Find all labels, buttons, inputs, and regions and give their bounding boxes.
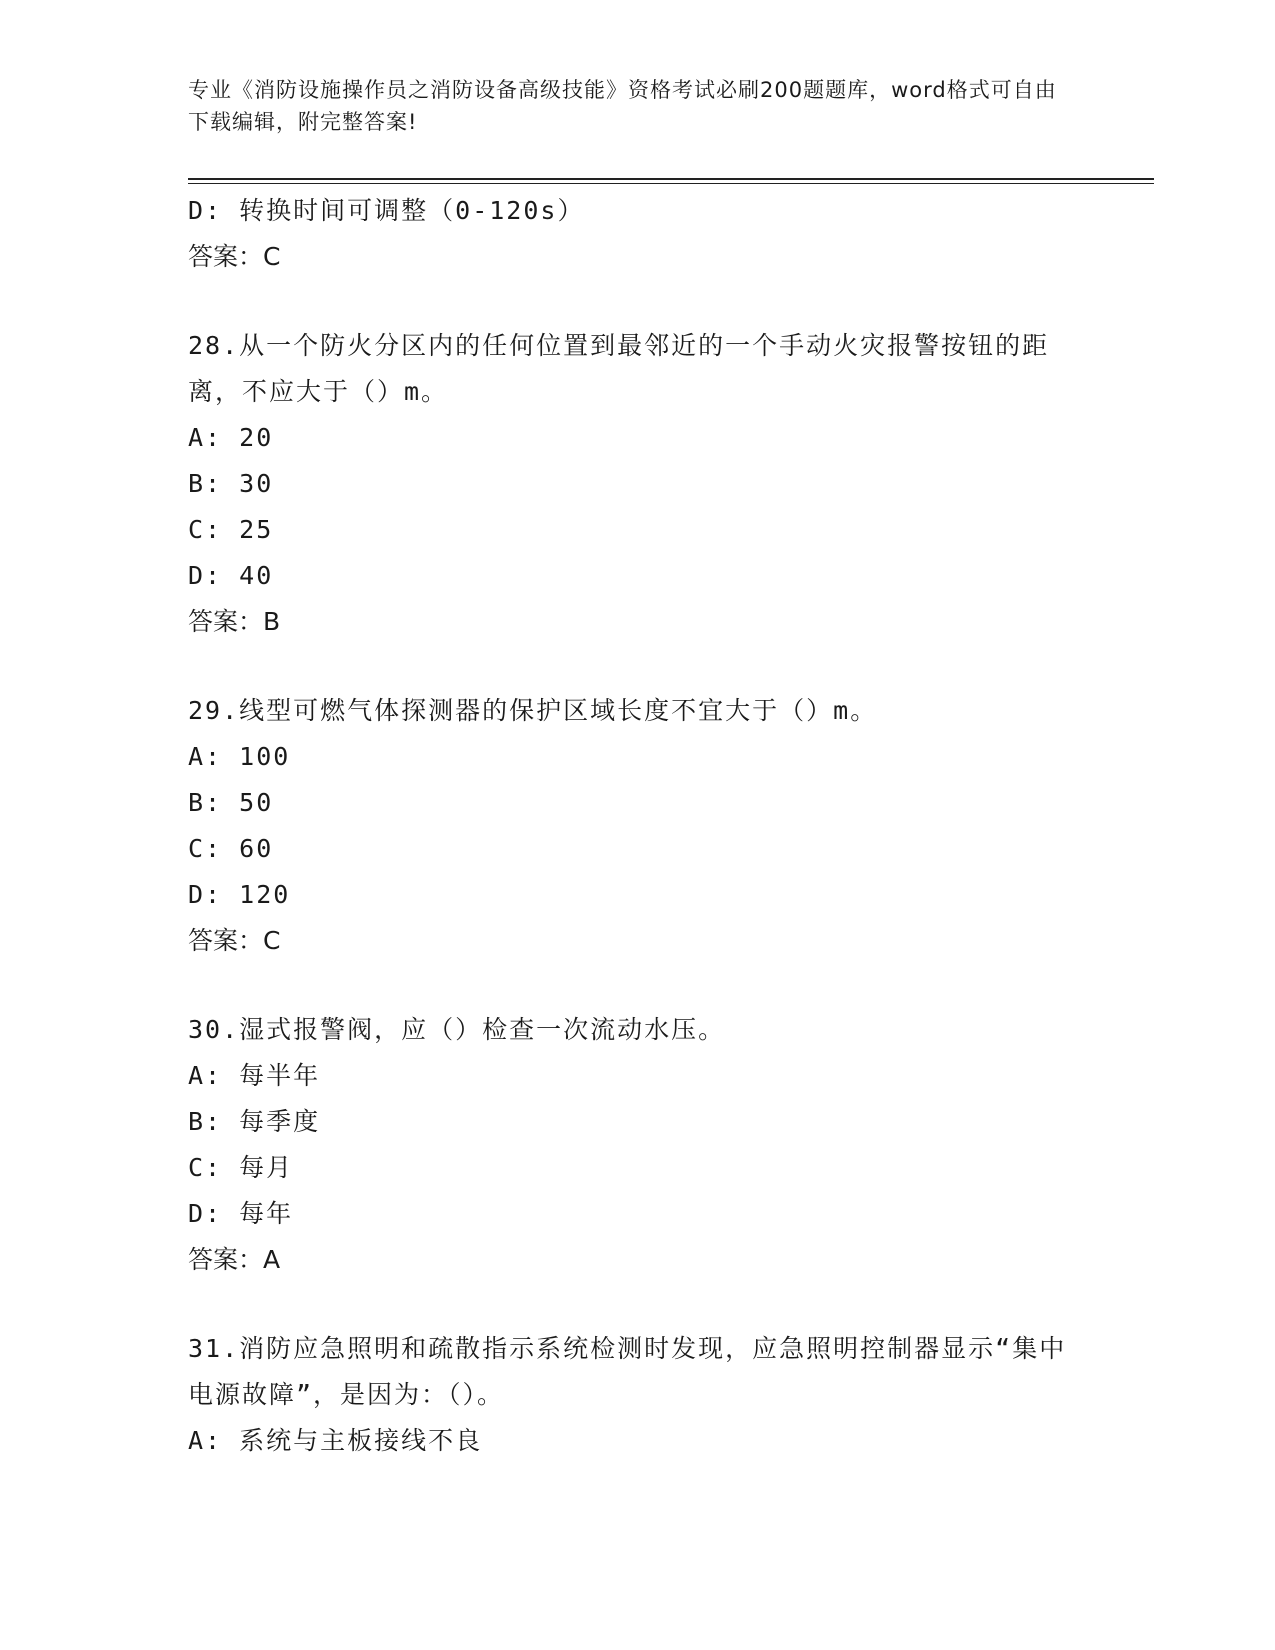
answer-line: 答案：C bbox=[188, 242, 281, 271]
question-28 bbox=[188, 323, 1088, 645]
answer-line: 答案：B bbox=[188, 607, 281, 636]
question-30 bbox=[188, 1007, 1088, 1283]
header-divider-thick bbox=[188, 178, 1154, 180]
option-d: D: 40 bbox=[188, 561, 274, 590]
question-text: 30.湿式报警阀，应（）检查一次流动水压。 bbox=[188, 1015, 726, 1044]
option-a: A: 每半年 bbox=[188, 1061, 321, 1090]
question-text: 31.消防应急照明和疏散指示系统检测时发现，应急照明控制器显示“集中电源故障”，是因为：（）。 bbox=[188, 1334, 1067, 1409]
option-d: D: 120 bbox=[188, 880, 291, 909]
option-d: D: 转换时间可调整（0-120s） bbox=[188, 196, 585, 225]
answer-line: 答案：C bbox=[188, 926, 281, 955]
option-b: B: 50 bbox=[188, 788, 274, 817]
question-list bbox=[188, 188, 1088, 1464]
document-header: 专业《消防设施操作员之消防设备高级技能》资格考试必刷200题题库，word格式可自由下载编辑，附完整答案! bbox=[188, 78, 1057, 134]
option-c: C: 25 bbox=[188, 515, 274, 544]
question-31 bbox=[188, 1326, 1088, 1464]
option-b: B: 30 bbox=[188, 469, 274, 498]
option-c: C: 每月 bbox=[188, 1153, 294, 1182]
option-a: A: 100 bbox=[188, 742, 291, 771]
option-b: B: 每季度 bbox=[188, 1107, 321, 1136]
option-c: C: 60 bbox=[188, 834, 274, 863]
option-a: A: 20 bbox=[188, 423, 274, 452]
question-text: 28.从一个防火分区内的任何位置到最邻近的一个手动火灾报警按钮的距离，不应大于（）m。 bbox=[188, 331, 1050, 406]
header-divider-thin bbox=[188, 183, 1154, 184]
option-a: A: 系统与主板接线不良 bbox=[188, 1426, 483, 1455]
question-text: 29.线型可燃气体探测器的保护区域长度不宜大于（）m。 bbox=[188, 696, 878, 725]
answer-line: 答案：A bbox=[188, 1245, 281, 1274]
option-d: D: 每年 bbox=[188, 1199, 294, 1228]
question-29 bbox=[188, 688, 1088, 964]
